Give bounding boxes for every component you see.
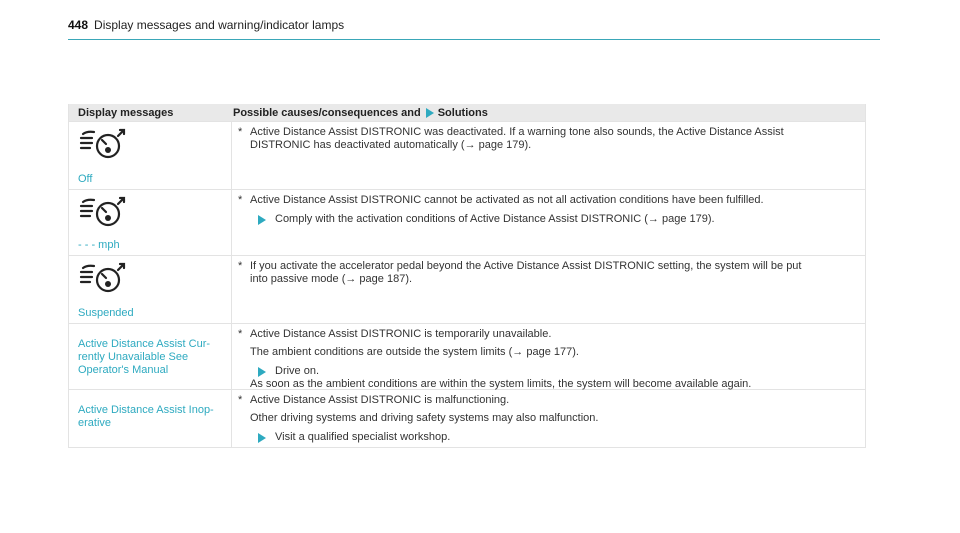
col-causes-solutions [231, 107, 865, 119]
message-cell [69, 390, 231, 447]
cause-text-cont: DISTRONIC has deactivated automatically (→ page 179). [250, 139, 532, 151]
solution-text: Visit a qualified specialist workshop. [275, 431, 451, 443]
solution-text: Comply with the activation conditions of Active Distance Assist DISTRONIC (→ page 179). [275, 213, 715, 225]
cause-text-2: The ambient conditions are outside the system limits (→ page 177). [250, 346, 579, 358]
col-causes-label: Possible causes/consequences and [233, 106, 421, 119]
cause-cell [231, 122, 865, 189]
solution-triangle-icon [426, 108, 434, 118]
message-cell [69, 256, 231, 323]
solution-step [236, 365, 857, 391]
message-line: rently Unavailable See [78, 351, 189, 363]
solution-text-cont: As soon as the ambient conditions are within the system limits, the system will become available again. [250, 378, 752, 390]
footnote-star: * [238, 126, 243, 138]
message-line: Active Distance Assist Inop- [78, 404, 214, 416]
cause-text: Active Distance Assist DISTRONIC cannot be activated as not all activation conditions have been fulfilled. [250, 194, 764, 206]
cause-cell [231, 324, 865, 389]
messages-table [68, 104, 866, 448]
page-number: 448 [68, 18, 89, 32]
page-header [68, 18, 880, 40]
distronic-speedometer-icon [78, 128, 126, 162]
message-cell [69, 190, 231, 255]
message-line: erative [78, 417, 112, 429]
status-label: Suspended [78, 307, 134, 319]
cause-text-2: Other driving systems and driving safety systems may also malfunction. [250, 412, 599, 424]
cause-text: Active Distance Assist DISTRONIC is temporarily unavailable. [250, 328, 552, 340]
display-message-text [78, 396, 231, 430]
solution-text: Drive on. [275, 365, 320, 377]
table-row [69, 189, 865, 255]
message-line: Operator's Manual [78, 364, 169, 376]
status-label: Off [78, 173, 93, 185]
table-row [69, 255, 865, 323]
distronic-speedometer-icon [78, 196, 126, 230]
solution-step [236, 213, 857, 226]
cause-cell [231, 390, 865, 447]
solution-step [236, 431, 857, 444]
display-message-text [78, 330, 231, 377]
col-solutions-label: Solutions [437, 106, 488, 119]
footnote-star: * [238, 328, 243, 340]
solution-triangle-icon [258, 433, 266, 443]
table-row [69, 323, 865, 389]
table-row [69, 389, 865, 447]
message-cell [69, 122, 231, 189]
footnote-star: * [238, 260, 243, 272]
table-row [69, 121, 865, 189]
col-display-messages: Display messages [78, 106, 174, 119]
solution-triangle-icon [258, 367, 266, 377]
footnote-star: * [238, 394, 243, 406]
cause-cell [231, 190, 865, 255]
table-header [69, 104, 865, 121]
distronic-speedometer-icon [78, 262, 126, 296]
message-line: Active Distance Assist Cur- [78, 338, 211, 350]
message-cell [69, 324, 231, 389]
cause-text: Active Distance Assist DISTRONIC is malfunctioning. [250, 394, 510, 406]
footnote-star: * [238, 194, 243, 206]
cause-text-cont: into passive mode (→ page 187). [250, 273, 413, 285]
cause-text: If you activate the accelerator pedal beyond the Active Distance Assist DISTRONIC setting, the system will be put [250, 260, 802, 272]
cause-cell [231, 256, 865, 323]
page-title: Display messages and warning/indicator lamps [94, 18, 345, 32]
status-label: - - - mph [78, 239, 120, 251]
solution-triangle-icon [258, 215, 266, 225]
cause-text: Active Distance Assist DISTRONIC was deactivated. If a warning tone also sounds, the Active Distance Assist [250, 126, 784, 138]
